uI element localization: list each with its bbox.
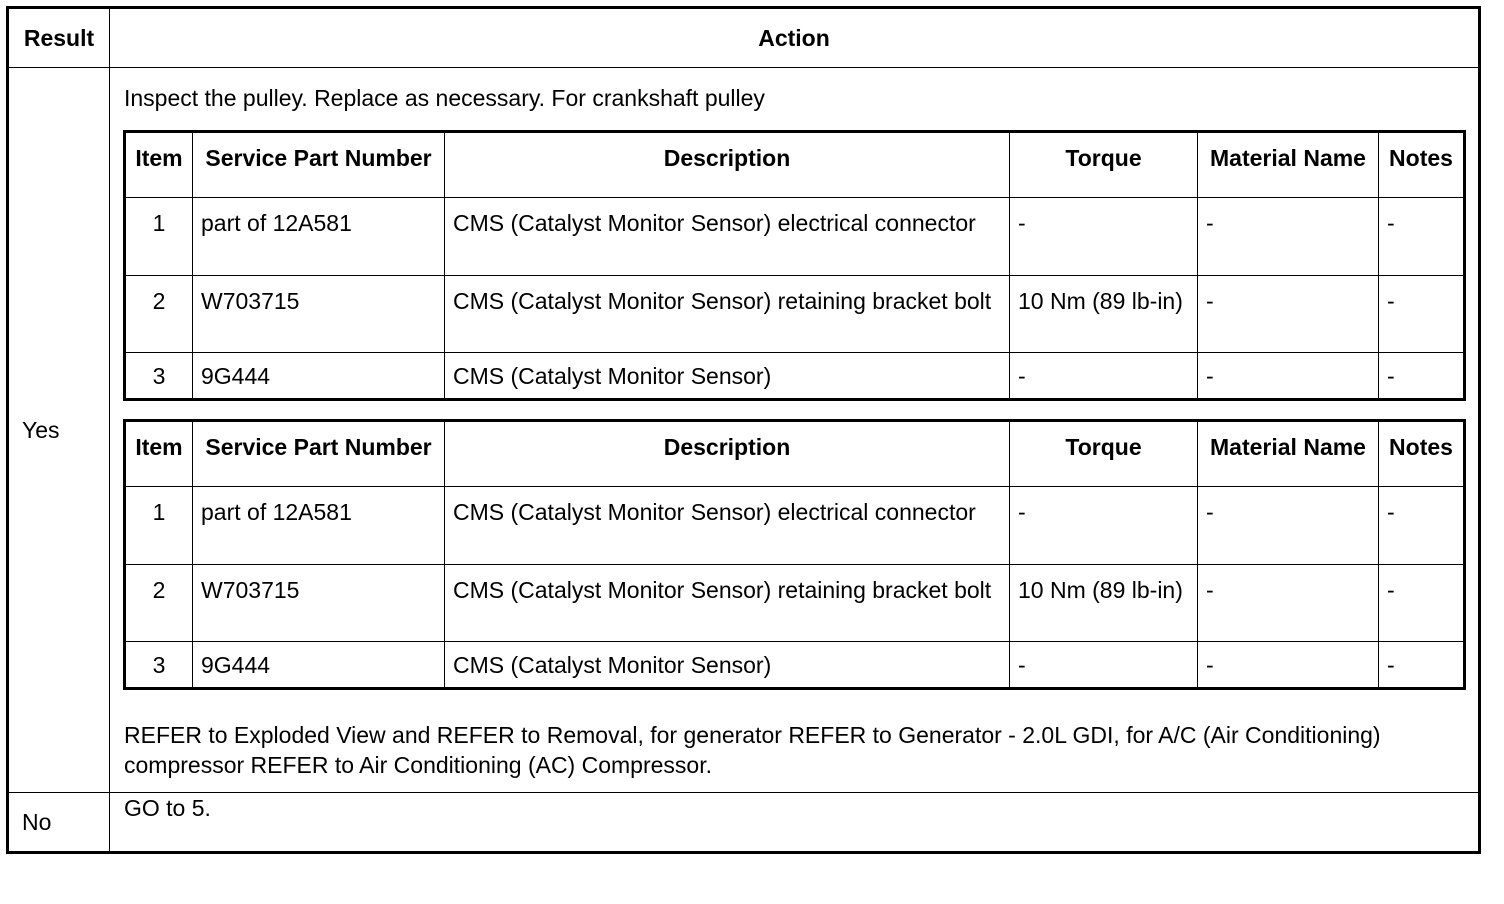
cell-item: 3 bbox=[125, 642, 193, 689]
col-service-part-number-header: Service Part Number bbox=[193, 421, 445, 487]
cell-torque: - bbox=[1010, 353, 1198, 400]
col-service-part-number-header: Service Part Number bbox=[193, 132, 445, 198]
cell-item: 3 bbox=[125, 353, 193, 400]
result-yes: Yes bbox=[8, 68, 110, 793]
cell-notes: - bbox=[1379, 198, 1465, 276]
cell-material: - bbox=[1198, 487, 1379, 565]
cell-notes: - bbox=[1379, 487, 1465, 565]
refer-instructions: REFER to Exploded View and REFER to Removal, for generator REFER to Generator - 2.0L GDI, for A/C (Air Conditioning) compressor REFER to Air Conditioning (AC) Compressor. bbox=[124, 722, 1381, 778]
cell-part-number: W703715 bbox=[193, 565, 445, 642]
cell-torque: 10 Nm (89 lb-in) bbox=[1010, 565, 1198, 642]
cell-part-number: 9G444 bbox=[193, 353, 445, 400]
cell-description: CMS (Catalyst Monitor Sensor) bbox=[445, 353, 1010, 400]
cell-material: - bbox=[1198, 565, 1379, 642]
cell-part-number: part of 12A581 bbox=[193, 198, 445, 276]
cell-torque: - bbox=[1010, 642, 1198, 689]
col-item-header: Item bbox=[125, 421, 193, 487]
cell-item: 1 bbox=[125, 198, 193, 276]
cell-torque: - bbox=[1010, 487, 1198, 565]
cell-item: 2 bbox=[125, 565, 193, 642]
parts-table bbox=[123, 130, 1466, 401]
col-description-header: Description bbox=[445, 132, 1010, 198]
cell-description: CMS (Catalyst Monitor Sensor) bbox=[445, 642, 1010, 689]
col-material-name-header: Material Name bbox=[1198, 421, 1379, 487]
cell-material: - bbox=[1198, 276, 1379, 353]
cell-torque: 10 Nm (89 lb-in) bbox=[1010, 276, 1198, 353]
action-cell-no: GO to 5. bbox=[110, 793, 1480, 853]
cell-part-number: 9G444 bbox=[193, 642, 445, 689]
action-intro-text: Inspect the pulley. Replace as necessary. For crankshaft pulley bbox=[124, 85, 765, 111]
result-no: No bbox=[8, 793, 110, 853]
col-notes-header: Notes bbox=[1379, 421, 1465, 487]
cell-notes: - bbox=[1379, 565, 1465, 642]
cell-notes: - bbox=[1379, 353, 1465, 400]
table-row bbox=[125, 353, 1465, 400]
cell-item: 1 bbox=[125, 487, 193, 565]
parts-table-header bbox=[125, 421, 1465, 487]
cell-torque: - bbox=[1010, 198, 1198, 276]
diagnostic-result-table bbox=[6, 6, 1481, 854]
cell-material: - bbox=[1198, 353, 1379, 400]
cell-part-number: W703715 bbox=[193, 276, 445, 353]
cell-item: 2 bbox=[125, 276, 193, 353]
table-row bbox=[125, 565, 1465, 642]
action-column-header: Action bbox=[110, 8, 1480, 68]
cell-part-number: part of 12A581 bbox=[193, 487, 445, 565]
parts-table-header bbox=[125, 132, 1465, 198]
parts-table bbox=[123, 419, 1466, 690]
col-torque-header: Torque bbox=[1010, 421, 1198, 487]
header-row bbox=[8, 8, 1480, 68]
cell-notes: - bbox=[1379, 276, 1465, 353]
result-row-no bbox=[8, 793, 1480, 853]
cell-material: - bbox=[1198, 198, 1379, 276]
result-column-header: Result bbox=[8, 8, 110, 68]
cell-material: - bbox=[1198, 642, 1379, 689]
table-row bbox=[125, 276, 1465, 353]
col-torque-header: Torque bbox=[1010, 132, 1198, 198]
action-cell-yes bbox=[110, 68, 1480, 793]
table-row bbox=[125, 642, 1465, 689]
col-item-header: Item bbox=[125, 132, 193, 198]
table-row bbox=[125, 487, 1465, 565]
col-material-name-header: Material Name bbox=[1198, 132, 1379, 198]
cell-description: CMS (Catalyst Monitor Sensor) electrical connector bbox=[445, 487, 1010, 565]
col-description-header: Description bbox=[445, 421, 1010, 487]
result-row-yes bbox=[8, 68, 1480, 793]
cell-description: CMS (Catalyst Monitor Sensor) retaining bracket bolt bbox=[445, 276, 1010, 353]
cell-notes: - bbox=[1379, 642, 1465, 689]
cell-description: CMS (Catalyst Monitor Sensor) electrical connector bbox=[445, 198, 1010, 276]
col-notes-header: Notes bbox=[1379, 132, 1465, 198]
table-row bbox=[125, 198, 1465, 276]
cell-description: CMS (Catalyst Monitor Sensor) retaining bracket bolt bbox=[445, 565, 1010, 642]
